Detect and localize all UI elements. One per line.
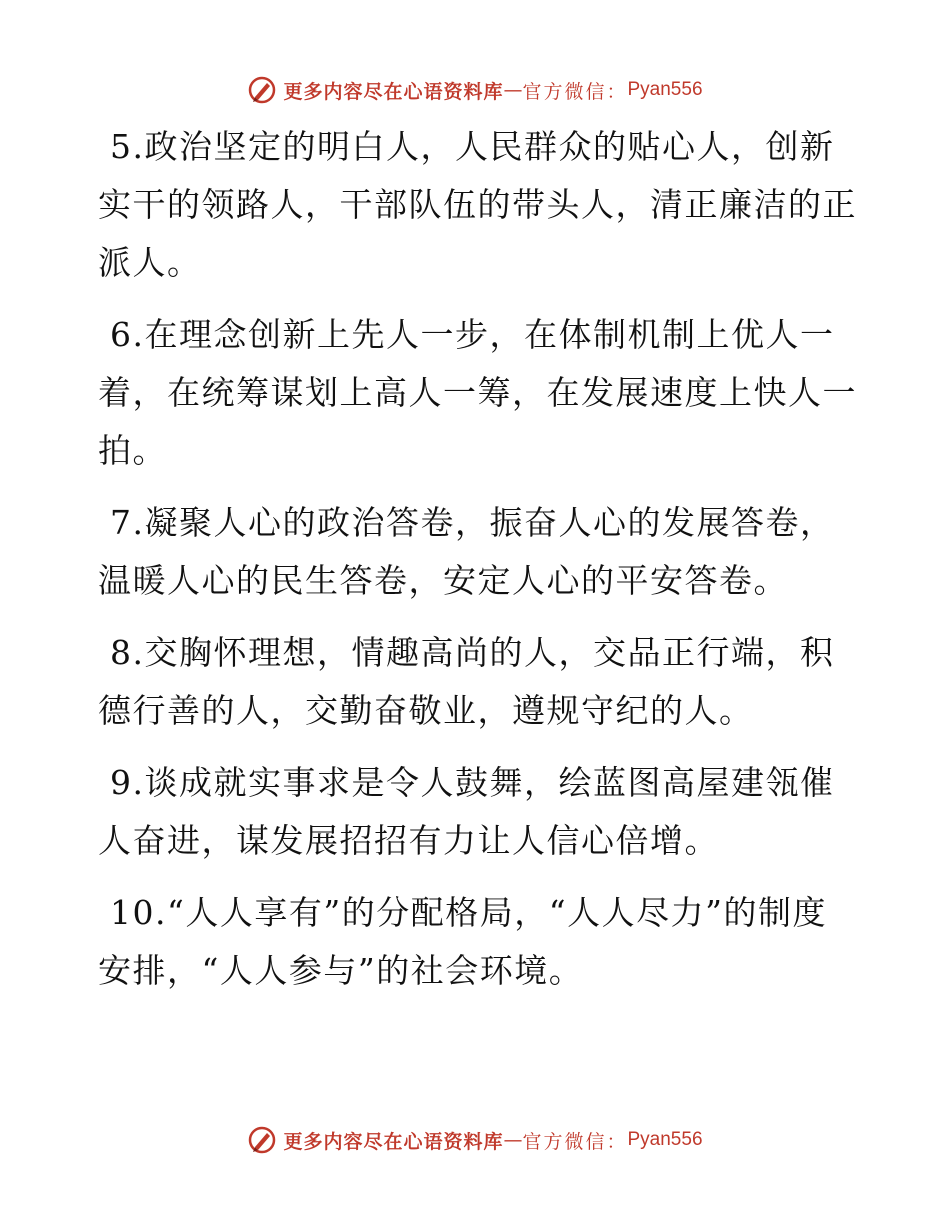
footer-watermark [0,1120,950,1160]
header-wechat-account: Pyan556 [627,79,703,100]
footer-wechat-account: Pyan556 [627,1129,703,1150]
header-dash: — [503,79,523,101]
header-wechat-label: 官方微信： [522,80,628,103]
document-body [98,118,858,1014]
paragraph-7: 7.凝聚人心的政治答卷，振奋人心的发展答卷，温暖人心的民生答卷，安定人心的平安答卷。 [98,503,835,600]
header-watermark [0,70,950,110]
footer-dash: — [503,1129,523,1151]
paragraph-9: 9.谈成就实事求是令人鼓舞，绘蓝图高屋建瓴催人奋进，谋发展招招有力让人信心倍增。 [98,763,835,860]
paragraph-10: 10.“人人享有”的分配格局，“人人尽力”的制度安排，“人人参与”的社会环境。 [98,893,827,990]
footer-wechat-label: 官方微信： [522,1130,628,1153]
footer-site-text: 更多内容尽在心语资料库 [283,1130,504,1153]
pen-logo-icon [247,75,277,105]
paragraph-6: 6.在理念创新上先人一步，在体制机制上优人一着，在统筹谋划上高人一筹，在发展速度上快人一拍。 [98,315,857,470]
paragraph-8: 8.交胸怀理想，情趣高尚的人，交品正行端，积德行善的人，交勤奋敬业，遵规守纪的人。 [98,633,835,730]
paragraph-5: 5.政治坚定的明白人，人民群众的贴心人，创新实干的领路人，干部队伍的带头人，清正廉洁的正派人。 [98,127,857,282]
pen-logo-icon [247,1125,277,1155]
header-site-text: 更多内容尽在心语资料库 [283,80,504,103]
